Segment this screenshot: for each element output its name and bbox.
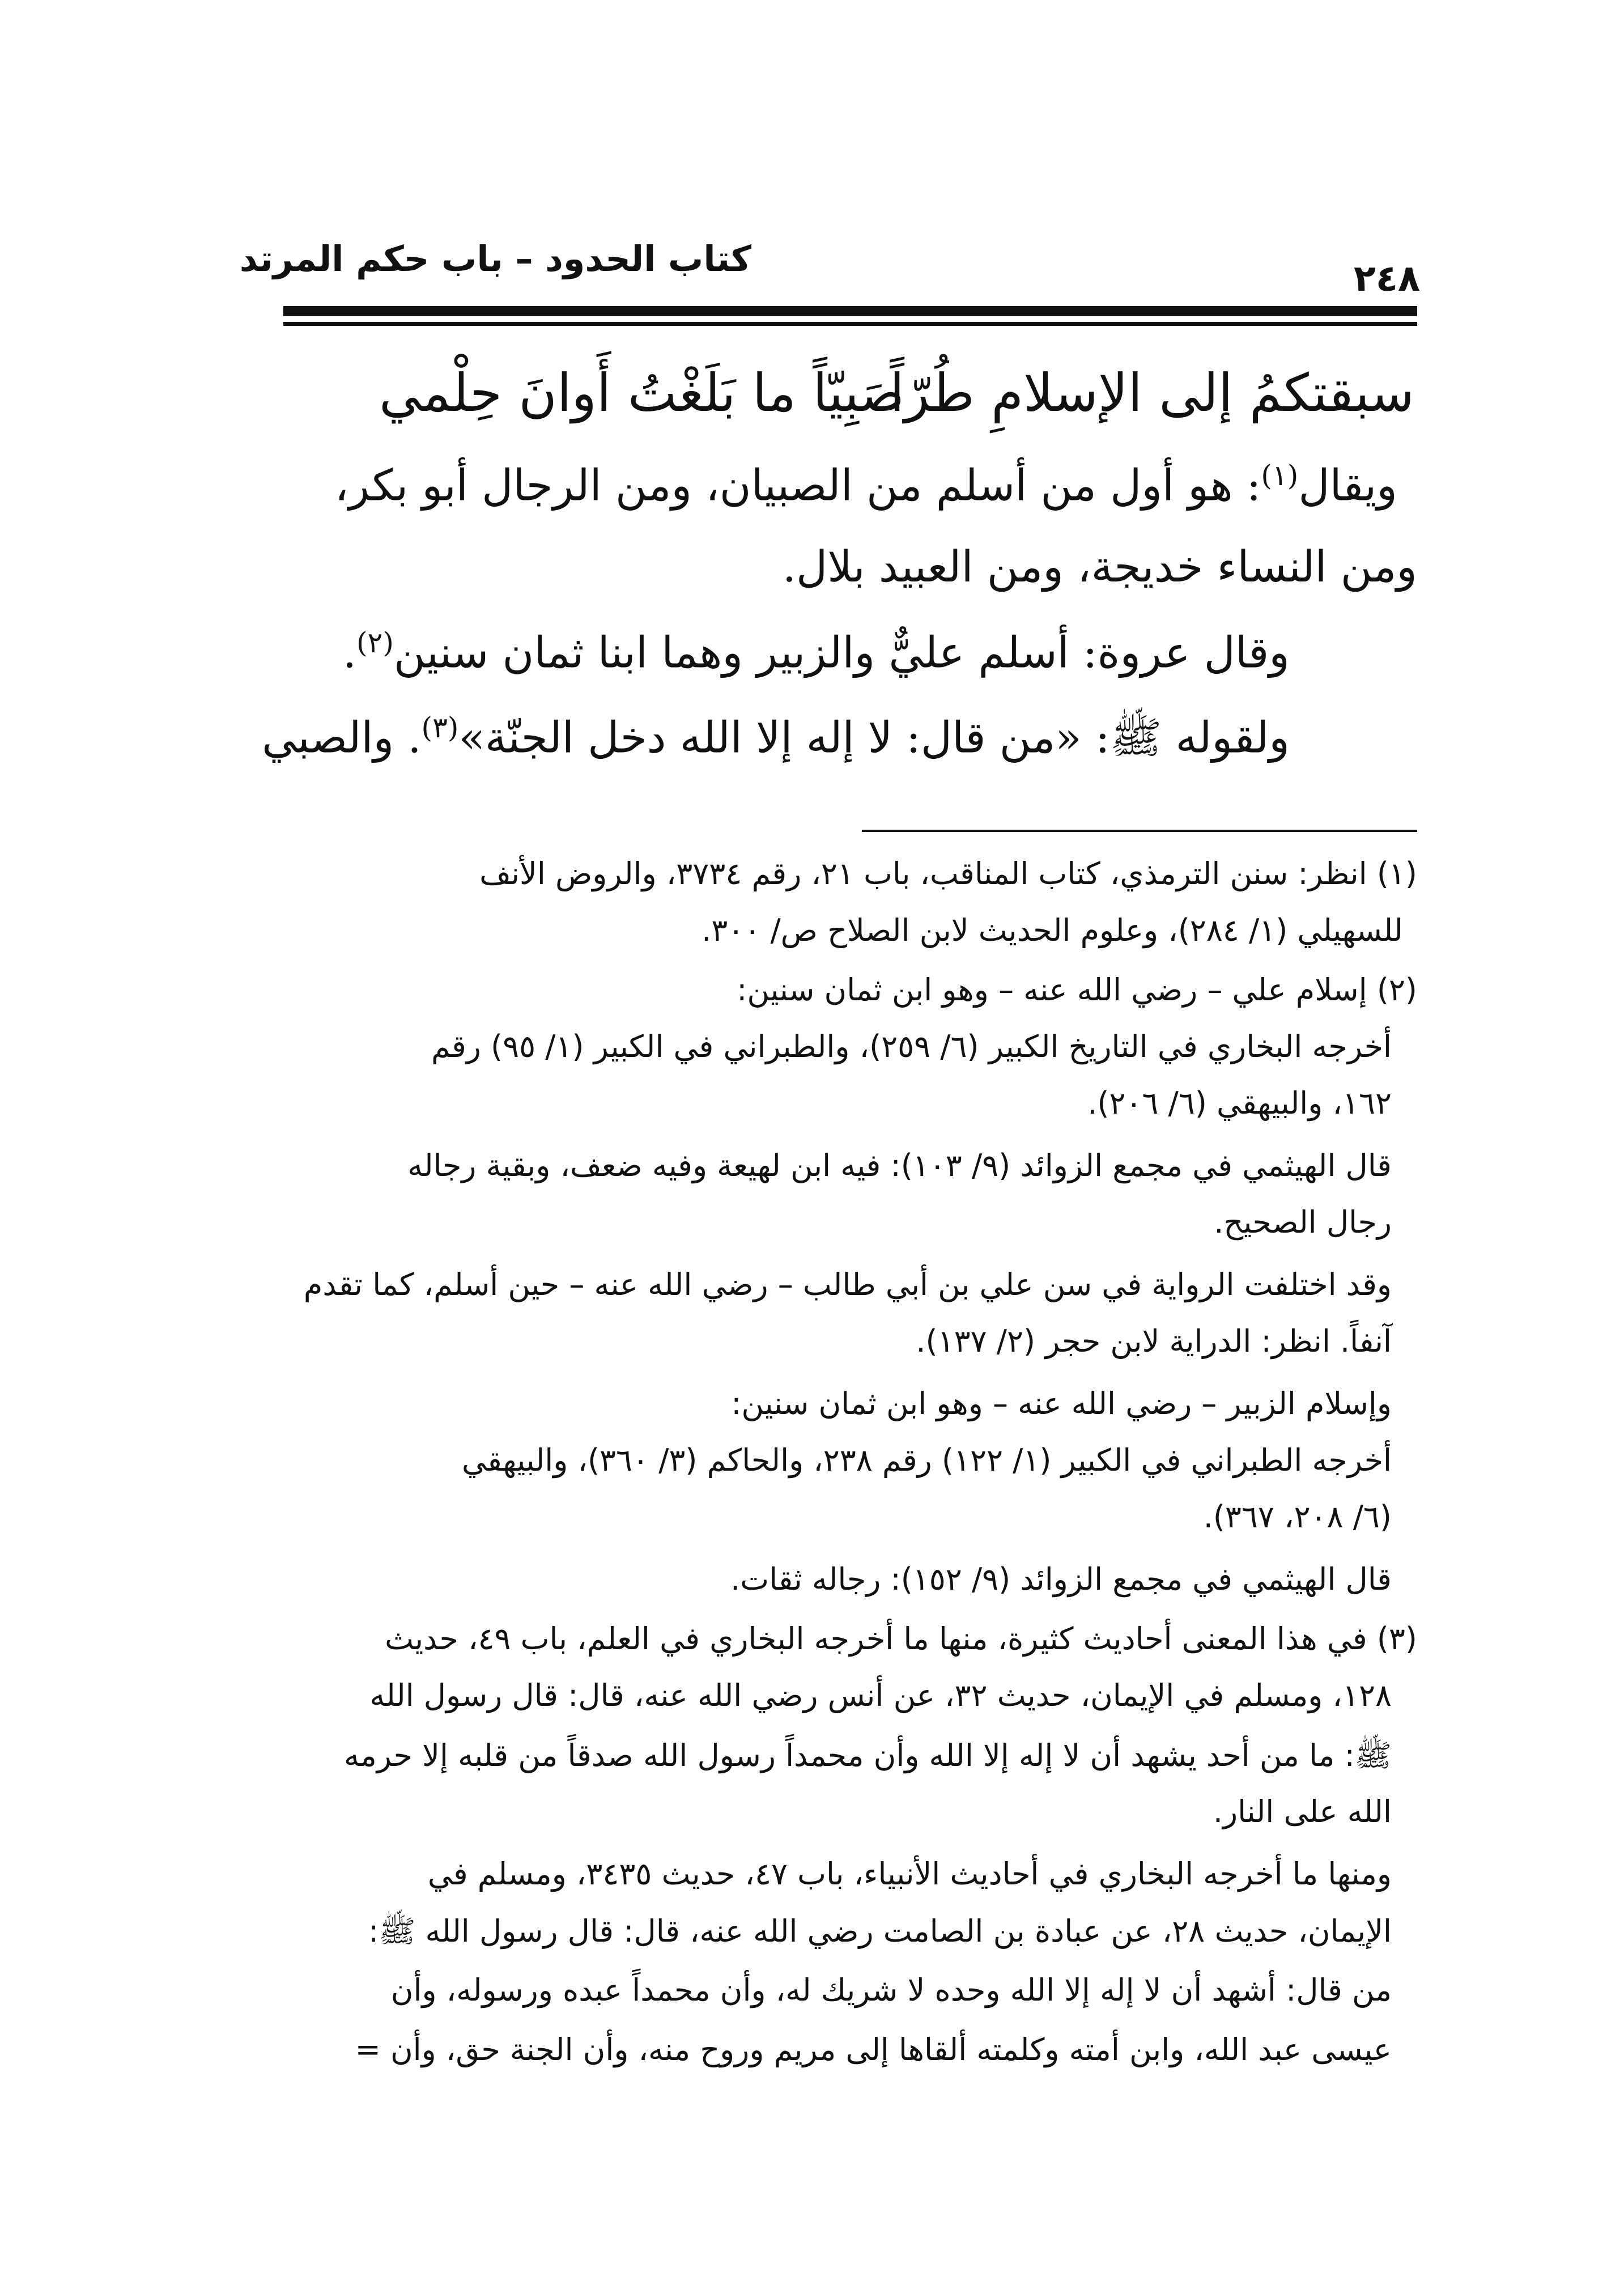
footnote-line: ١٦٢، والبيهقي (٦/ ٢٠٦). <box>1087 1085 1392 1121</box>
verse-right-hemistich: سبقتكمُ إلى الإسلامِ طُرّاً <box>890 363 1414 423</box>
main-line-4-post: . والصبي <box>262 712 422 763</box>
main-line-1-pre: ويقال <box>1298 460 1397 511</box>
footnote-line: وقد اختلفت الرواية في سن علي بن أبي طالب – رضي الله عنه – حين أسلم، كما تقدم <box>303 1267 1392 1302</box>
footnote-line: رجال الصحيح. <box>1214 1204 1392 1240</box>
footnote-line: (١) انظر: سنن الترمذي، كتاب المناقب، باب ٢١، رقم ٣٧٣٤، والروض الأنف <box>479 856 1417 891</box>
footnote-line: للسهيلي (١/ ٢٨٤)، وعلوم الحديث لابن الصلاح ص/ ٣٠٠. <box>702 912 1403 948</box>
footnote-marker-3: (٣) <box>421 711 459 744</box>
main-text-line-1 <box>264 459 1397 510</box>
main-line-3-post: . <box>342 627 357 678</box>
footnote-separator <box>862 830 1417 832</box>
footnote-line: (٦/ ٢٠٨، ٣٦٧). <box>1203 1499 1392 1535</box>
footnote-line: ﷺ: ما من أحد يشهد أن لا إله إلا الله وأن محمداً رسول الله صدقاً من قلبه إلا حرمه <box>343 1738 1392 1773</box>
footnote-line: عيسى عبد الله، وابن أمته وكلمته ألقاها إلى مريم وروح منه، وأن الجنة حق، وأن = <box>355 2032 1392 2067</box>
footnote-line: (٣) في هذا المعنى أحاديث كثيرة، منها ما أخرجه البخاري في العلم، باب ٤٩، حديث <box>385 1621 1417 1657</box>
main-line-3-pre: وقال عروة: أسلم عليٌّ والزبير وهما ابنا ثمان سنين <box>393 627 1290 678</box>
footnote-line: أخرجه البخاري في التاريخ الكبير (٦/ ٢٥٩)، والطبراني في الكبير (١/ ٩٥) رقم <box>431 1029 1392 1064</box>
footnote-line: قال الهيثمي في مجمع الزوائد (٩/ ١٠٣): فيه ابن لهيعة وفيه ضعف، وبقية رجاله <box>407 1148 1392 1183</box>
footnote-line: (٢) إسلام علي – رضي الله عنه – وهو ابن ثمان سنين: <box>737 972 1417 1008</box>
main-text-line-2: ومن النساء خديجة، ومن العبيد بلال. <box>782 541 1417 592</box>
main-line-4-pre: ولقوله ﷺ: «من قال: لا إله إلا الله دخل الجنّة» <box>458 712 1290 763</box>
footnote-marker-2: (٢) <box>356 626 394 659</box>
footnote-line: قال الهيثمي في مجمع الزوائد (٩/ ١٥٢): رجاله ثقات. <box>730 1561 1392 1597</box>
footnote-line: وإسلام الزبير – رضي الله عنه – وهو ابن ثمان سنين: <box>731 1386 1392 1421</box>
footnote-line: أخرجه الطبراني في الكبير (١/ ١٢٢) رقم ٢٣٨، والحاكم (٣/ ٣٦٠)، والبيهقي <box>462 1442 1392 1478</box>
footnote-line: الإيمان، حديث ٢٨، عن عبادة بن الصامت رضي الله عنه، قال: قال رسول الله ﷺ: <box>368 1913 1392 1949</box>
header-rule-thin <box>283 322 1417 326</box>
main-text-line-4 <box>156 711 1290 774</box>
footnote-line: من قال: أشهد أن لا إله إلا الله وحده لا شريك له، وأن محمداً عبده ورسوله، وأن <box>390 1972 1392 2008</box>
verse-left-hemistich: صَبِيّاً ما بَلَغْتُ أَوانَ حِلْمي <box>379 363 904 423</box>
footnote-line: ١٢٨، ومسلم في الإيمان، حديث ٣٢، عن أنس رضي الله عنه، قال: قال رسول الله <box>369 1678 1392 1713</box>
footnote-marker-1: (١) <box>1261 459 1299 492</box>
main-line-1-post: : هو أول من أسلم من الصبيان، ومن الرجال أبو بكر، <box>334 460 1261 511</box>
header-rule-thick <box>283 306 1417 316</box>
footnote-line: الله على النار. <box>1213 1794 1392 1829</box>
main-text-line-3 <box>156 626 1290 677</box>
running-title: كتاب الحدود – باب حكم المرتد <box>239 238 751 279</box>
footnote-line: آنفاً. انظر: الدراية لابن حجر (٢/ ١٣٧). <box>916 1323 1392 1359</box>
footnote-line: ومنها ما أخرجه البخاري في أحاديث الأنبياء، باب ٤٧، حديث ٣٤٣٥، ومسلم في <box>427 1856 1392 1892</box>
page-number: ٢٤٨ <box>1353 258 1420 300</box>
